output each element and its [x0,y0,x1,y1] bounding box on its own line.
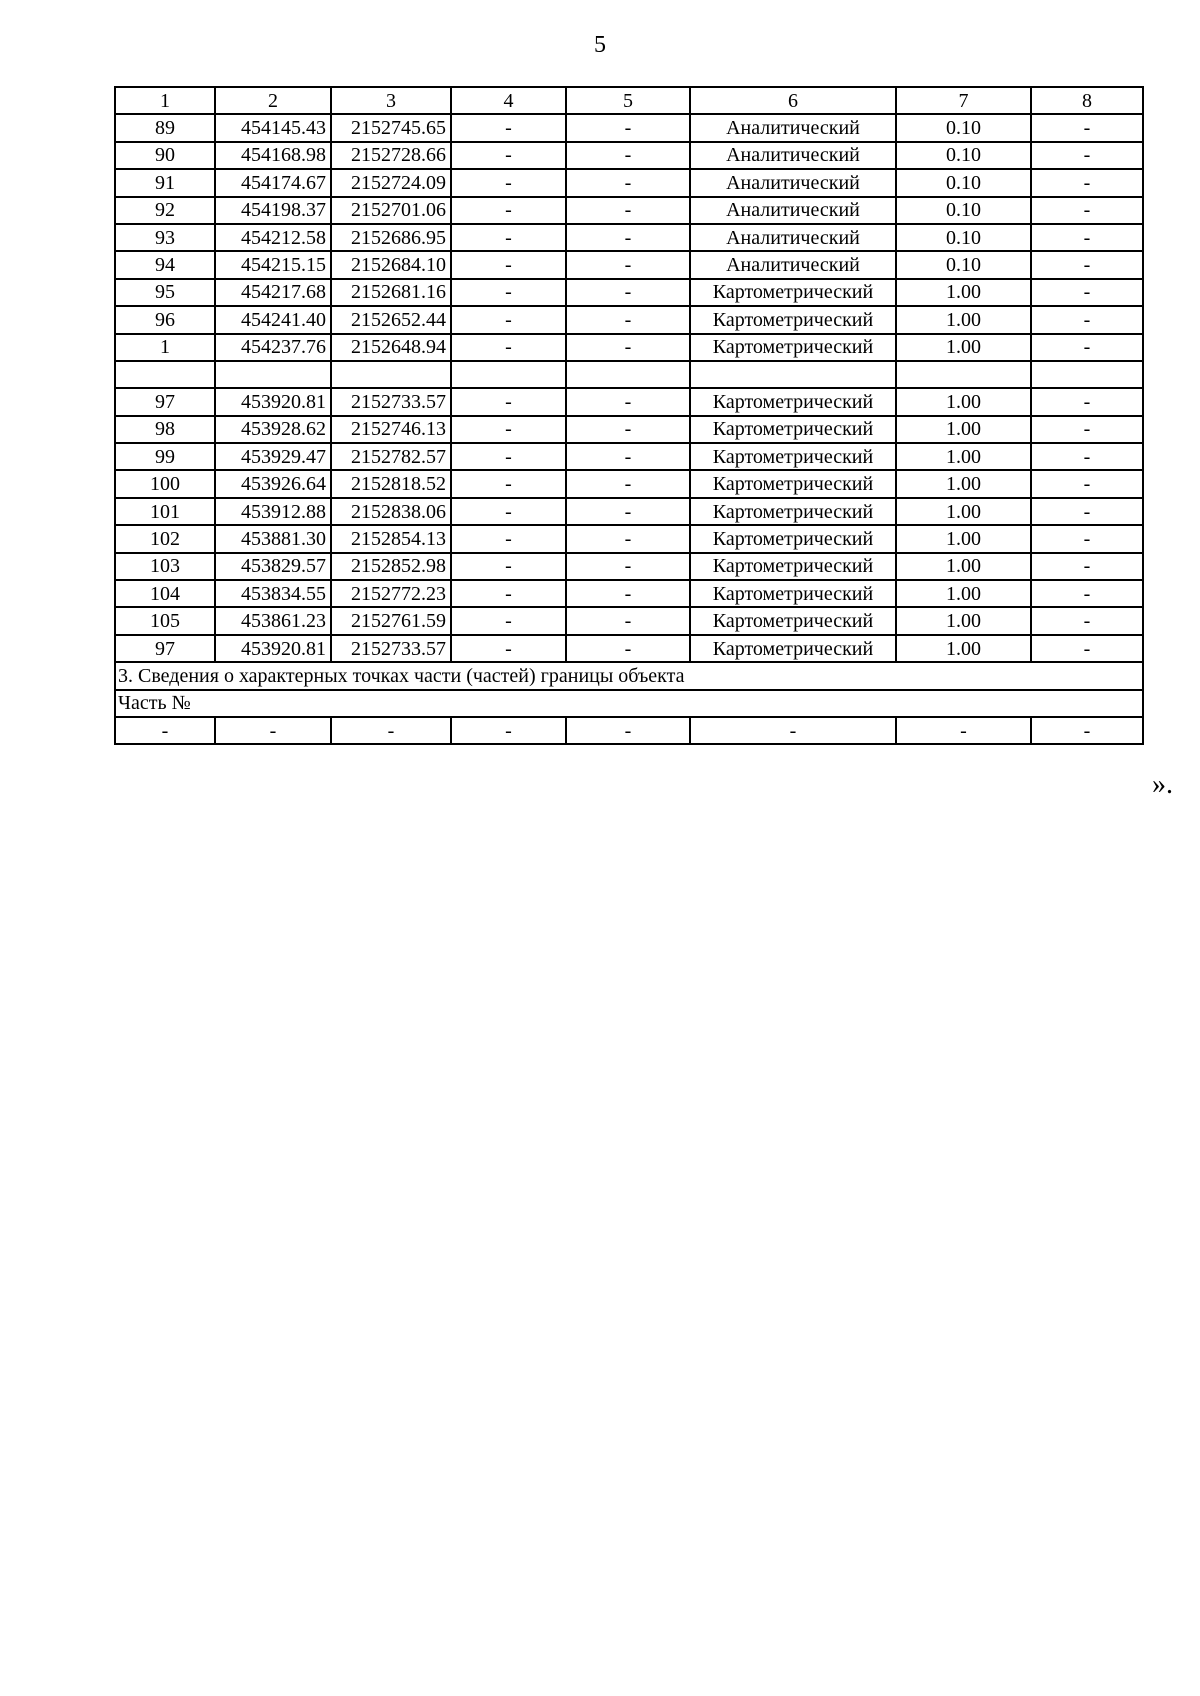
table-cell: 0.10 [896,169,1031,196]
table-cell: - [566,388,690,415]
table-cell: - [451,635,566,662]
table-row [115,607,1143,634]
table-cell: 94 [115,251,215,278]
page-number: 5 [594,32,606,58]
table-cell: - [566,142,690,169]
table-cell: - [1031,114,1143,141]
table-row [115,251,1143,278]
table-cell: Аналитический [690,142,896,169]
table-cell: - [1031,635,1143,662]
table-cell: - [896,717,1031,744]
table-cell: Картометрический [690,580,896,607]
table-cell: - [1031,169,1143,196]
table-cell: 2152728.66 [331,142,451,169]
table-cell: Аналитический [690,197,896,224]
header-cell: 3 [331,87,451,114]
table-cell: - [566,635,690,662]
table-cell: 2152648.94 [331,334,451,361]
table-cell: - [451,142,566,169]
table-row [115,169,1143,196]
table-cell: 454241.40 [215,306,331,333]
table-cell: 2152854.13 [331,525,451,552]
table-cell: - [451,224,566,251]
table-cell: 2152838.06 [331,498,451,525]
table-cell: 2152818.52 [331,470,451,497]
table-body [115,87,1143,744]
table-row [115,197,1143,224]
empty-cell [115,361,215,388]
table-cell: - [566,443,690,470]
table-row [115,553,1143,580]
empty-cell [690,361,896,388]
table-cell: - [1031,416,1143,443]
table-cell: 454212.58 [215,224,331,251]
table-cell: 2152772.23 [331,580,451,607]
table-cell: - [451,607,566,634]
table-cell: Картометрический [690,470,896,497]
table-cell: 91 [115,169,215,196]
table-row [115,498,1143,525]
table-cell: 2152733.57 [331,388,451,415]
table-cell: 97 [115,388,215,415]
table-cell: 103 [115,553,215,580]
table-cell: - [1031,607,1143,634]
table-cell: Аналитический [690,251,896,278]
table-cell: - [1031,553,1143,580]
table-cell: 454198.37 [215,197,331,224]
table-cell: - [451,388,566,415]
table-cell: - [566,334,690,361]
table-cell: - [566,717,690,744]
table-cell: - [1031,197,1143,224]
table-cell: - [566,114,690,141]
table-cell: 0.10 [896,197,1031,224]
table-cell: - [566,553,690,580]
table-cell: Картометрический [690,607,896,634]
table-cell: 1.00 [896,306,1031,333]
table-cell: Картометрический [690,388,896,415]
table-cell: 454168.98 [215,142,331,169]
table-cell: Картометрический [690,635,896,662]
table-cell: 2152684.10 [331,251,451,278]
table-cell: 1.00 [896,580,1031,607]
table-cell: 0.10 [896,251,1031,278]
table-cell: - [1031,443,1143,470]
table-cell: 2152745.65 [331,114,451,141]
table-row [115,525,1143,552]
table-cell: 1.00 [896,553,1031,580]
table-cell: - [115,717,215,744]
table-cell: 1.00 [896,635,1031,662]
table-cell: - [1031,224,1143,251]
header-cell: 5 [566,87,690,114]
table-cell: 101 [115,498,215,525]
part-data-row [115,717,1143,744]
table-row [115,580,1143,607]
table-cell: - [451,498,566,525]
table-cell: Картометрический [690,443,896,470]
table-cell: 1.00 [896,443,1031,470]
table-cell: - [215,717,331,744]
table-cell: - [1031,388,1143,415]
table-cell: 2152852.98 [331,553,451,580]
table-cell: 2152746.13 [331,416,451,443]
table-cell: Картометрический [690,525,896,552]
closing-quote-mark: ». [1152,769,1173,800]
table-row [115,306,1143,333]
table-cell: 0.10 [896,224,1031,251]
section-title: 3. Сведения о характерных точках части (частей) границы объекта [115,662,1143,689]
table-cell: 98 [115,416,215,443]
table-cell: - [451,717,566,744]
table-cell: - [331,717,451,744]
table-cell: - [1031,525,1143,552]
table-cell: Аналитический [690,114,896,141]
table-cell: - [1031,470,1143,497]
table-cell: - [1031,251,1143,278]
table-cell: - [451,443,566,470]
table-cell: Картометрический [690,306,896,333]
table-cell: 1.00 [896,416,1031,443]
table-cell: 453926.64 [215,470,331,497]
table-row [115,416,1143,443]
table-cell: 2152681.16 [331,279,451,306]
table-cell: - [566,416,690,443]
empty-cell [566,361,690,388]
table-cell: 453834.55 [215,580,331,607]
empty-cell [1031,361,1143,388]
table-cell: - [451,553,566,580]
table-cell: 1.00 [896,498,1031,525]
table-cell: - [451,470,566,497]
table-cell: - [451,251,566,278]
table-cell: - [1031,334,1143,361]
table-cell: - [451,169,566,196]
table-cell: 454237.76 [215,334,331,361]
table-cell: 453861.23 [215,607,331,634]
table-cell: 1.00 [896,388,1031,415]
table-cell: - [451,525,566,552]
table-cell: 0.10 [896,142,1031,169]
table-cell: 1.00 [896,607,1031,634]
table-cell: - [451,580,566,607]
table-cell: 93 [115,224,215,251]
table-cell: - [451,114,566,141]
table-cell: 453929.47 [215,443,331,470]
table-cell: 1.00 [896,334,1031,361]
table-cell: 453829.57 [215,553,331,580]
table-cell: Картометрический [690,553,896,580]
table-cell: - [566,607,690,634]
table-cell: 2152701.06 [331,197,451,224]
table-cell: - [566,580,690,607]
table-cell: 2152733.57 [331,635,451,662]
part-label: Часть № [115,690,1143,717]
header-cell: 6 [690,87,896,114]
table-cell: - [1031,717,1143,744]
table-cell: - [1031,279,1143,306]
table-cell: 105 [115,607,215,634]
table-cell: Картометрический [690,334,896,361]
table-cell: 453912.88 [215,498,331,525]
table-cell: 104 [115,580,215,607]
table-cell: 89 [115,114,215,141]
table-cell: - [1031,306,1143,333]
table-cell: - [566,525,690,552]
table-cell: Аналитический [690,169,896,196]
table-row [115,224,1143,251]
table-cell: 99 [115,443,215,470]
table-cell: 453920.81 [215,388,331,415]
table-cell: 95 [115,279,215,306]
table-cell: Картометрический [690,416,896,443]
header-row [115,87,1143,114]
table-cell: - [451,416,566,443]
table-cell: - [566,498,690,525]
table-cell: 0.10 [896,114,1031,141]
empty-cell [896,361,1031,388]
table-cell: 92 [115,197,215,224]
table-cell: - [566,224,690,251]
table-cell: 96 [115,306,215,333]
table-cell: 97 [115,635,215,662]
table-cell: 2152761.59 [331,607,451,634]
table-cell: 454145.43 [215,114,331,141]
table-cell: - [566,279,690,306]
table-cell: - [566,306,690,333]
section-title-row [115,662,1143,689]
table-row [115,388,1143,415]
header-cell: 8 [1031,87,1143,114]
table-row [115,279,1143,306]
header-cell: 4 [451,87,566,114]
table-cell: - [566,169,690,196]
table-cell: 453881.30 [215,525,331,552]
table-cell: 90 [115,142,215,169]
table-cell: - [566,197,690,224]
table-cell: - [566,251,690,278]
table-row [115,470,1143,497]
table-cell: 2152652.44 [331,306,451,333]
table-cell: 454174.67 [215,169,331,196]
separator-row [115,361,1143,388]
part-label-row [115,690,1143,717]
table-cell: - [1031,498,1143,525]
table-row [115,142,1143,169]
empty-cell [215,361,331,388]
empty-cell [451,361,566,388]
table-cell: 453920.81 [215,635,331,662]
table-cell: 1 [115,334,215,361]
table-cell: - [451,334,566,361]
table-row [115,334,1143,361]
table-row [115,114,1143,141]
table-cell: 100 [115,470,215,497]
empty-cell [331,361,451,388]
table-cell: 453928.62 [215,416,331,443]
header-cell: 2 [215,87,331,114]
table-cell: 2152686.95 [331,224,451,251]
header-cell: 1 [115,87,215,114]
table-cell: - [690,717,896,744]
table-cell: 2152724.09 [331,169,451,196]
table-cell: 1.00 [896,470,1031,497]
table-cell: Аналитический [690,224,896,251]
table-cell: - [1031,142,1143,169]
table-cell: - [451,279,566,306]
table-row [115,635,1143,662]
table-cell: 454215.15 [215,251,331,278]
header-cell: 7 [896,87,1031,114]
table-cell: 102 [115,525,215,552]
table-cell: 1.00 [896,279,1031,306]
table-cell: - [451,197,566,224]
table-cell: Картометрический [690,498,896,525]
table-cell: 454217.68 [215,279,331,306]
table-cell: - [566,470,690,497]
table-row [115,443,1143,470]
table-cell: 2152782.57 [331,443,451,470]
coordinates-table [114,86,1144,745]
table-cell: - [451,306,566,333]
table-cell: Картометрический [690,279,896,306]
table-cell: 1.00 [896,525,1031,552]
table-cell: - [1031,580,1143,607]
